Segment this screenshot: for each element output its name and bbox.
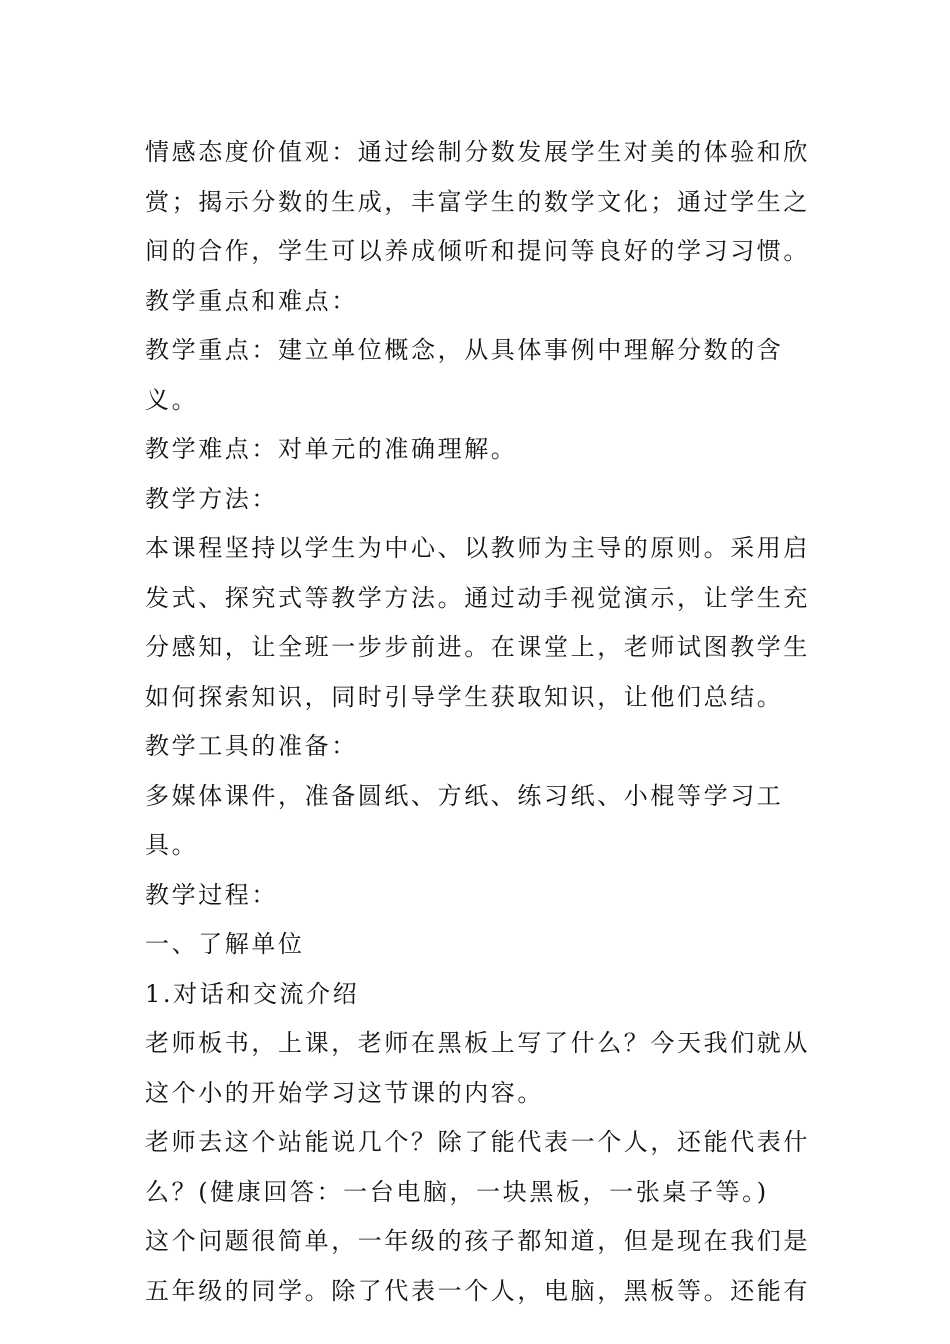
heading-teaching-process: 教学过程： xyxy=(145,880,278,909)
paragraph-fifth-grade: 这个问题很简单，一年级的孩子都知道，但是现在我们是五年级的同学。除了代表一个人，电脑，黑板等。还能有 xyxy=(145,1227,810,1305)
heading-teaching-methods: 教学方法： xyxy=(145,484,278,513)
heading-teaching-tools: 教学工具的准备： xyxy=(145,732,358,760)
paragraph-questions: 老师去这个站能说几个？除了能代表一个人，还能代表什么？(健康回答：一台电脑，一块黑板，一张桌子等。) xyxy=(145,1128,810,1206)
paragraph-difficulty: 教学难点：对单元的准确理解。 xyxy=(145,435,518,463)
subsection-heading-dialogue: 1.对话和交流介绍 xyxy=(145,979,360,1008)
paragraph-blackboard: 老师板书，上课，老师在黑板上写了什么？今天我们就从这个小的开始学习这节课的内容。 xyxy=(145,1029,810,1107)
paragraph-teaching-tools: 多媒体课件，准备圆纸、方纸、练习纸、小棍等学习工具。 xyxy=(145,781,784,859)
heading-key-points: 教学重点和难点： xyxy=(145,286,358,315)
paragraph-teaching-methods: 本课程坚持以学生为中心、以教师为主导的原则。采用启发式、探究式等教学方法。通过动手视觉演示，让学生充分感知，让全班一步步前进。在课堂上，老师试图教学生如何探索知识，同时引导学生获取知识，让他们总结。 xyxy=(145,534,810,711)
document-body xyxy=(145,128,810,1316)
paragraph-key-point: 教学重点：建立单位概念，从具体事例中理解分数的含义。 xyxy=(145,336,784,414)
section-heading-unit: 一、了解单位 xyxy=(145,930,305,958)
paragraph-affective-goals: 情感态度价值观：通过绘制分数发展学生对美的体验和欣赏；揭示分数的生成，丰富学生的数学文化；通过学生之间的合作，学生可以养成倾听和提问等良好的学习习惯。 xyxy=(145,138,810,265)
